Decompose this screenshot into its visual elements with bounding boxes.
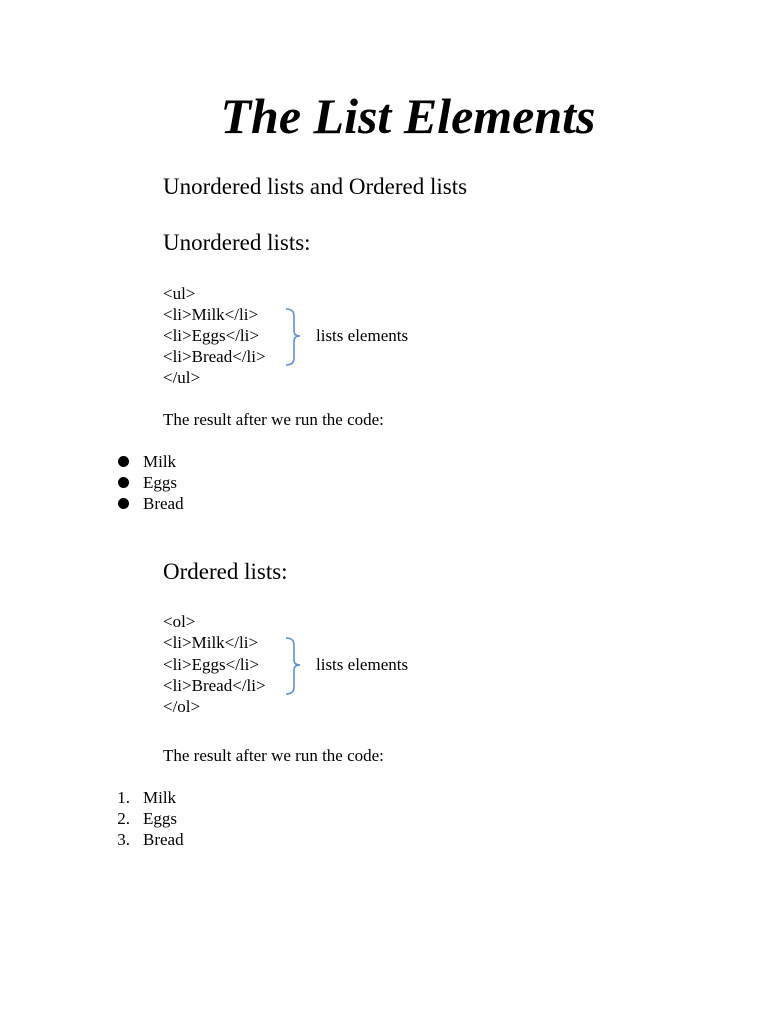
unordered-heading: Unordered lists: (163, 230, 311, 255)
ordered-item-bread: Bread (143, 830, 184, 849)
bracket-label: lists elements (316, 326, 409, 345)
bullet-icon (118, 498, 129, 509)
code-line-li-bread: <li>Bread</li> (163, 676, 266, 695)
list-number: 1. (117, 788, 130, 807)
result-label: The result after we run the code: (163, 746, 384, 765)
list-number: 3. (117, 830, 130, 849)
code-line-ul-close: </ul> (163, 368, 201, 387)
code-line-li-eggs: <li>Eggs</li> (163, 655, 259, 674)
code-line-li-bread: <li>Bread</li> (163, 347, 266, 366)
result-label: The result after we run the code: (163, 410, 384, 429)
code-line-li-milk: <li>Milk</li> (163, 633, 259, 652)
ordered-item-milk: Milk (143, 788, 177, 807)
unordered-item-milk: Milk (143, 452, 177, 471)
ordered-heading: Ordered lists: (163, 559, 288, 584)
list-number: 2. (117, 809, 130, 828)
bullet-icon (118, 477, 129, 488)
brace-icon (284, 637, 304, 695)
page-title: The List Elements (220, 88, 596, 144)
unordered-item-bread: Bread (143, 494, 184, 513)
unordered-item-eggs: Eggs (143, 473, 177, 492)
code-line-ul-open: <ul> (163, 284, 196, 303)
ordered-item-eggs: Eggs (143, 809, 177, 828)
subtitle: Unordered lists and Ordered lists (163, 174, 468, 199)
code-line-ol-open: <ol> (163, 612, 196, 631)
code-line-li-milk: <li>Milk</li> (163, 305, 259, 324)
bullet-icon (118, 456, 129, 467)
brace-icon (284, 308, 304, 366)
bracket-label: lists elements (316, 655, 409, 674)
code-line-ol-close: </ol> (163, 697, 201, 716)
code-line-li-eggs: <li>Eggs</li> (163, 326, 259, 345)
